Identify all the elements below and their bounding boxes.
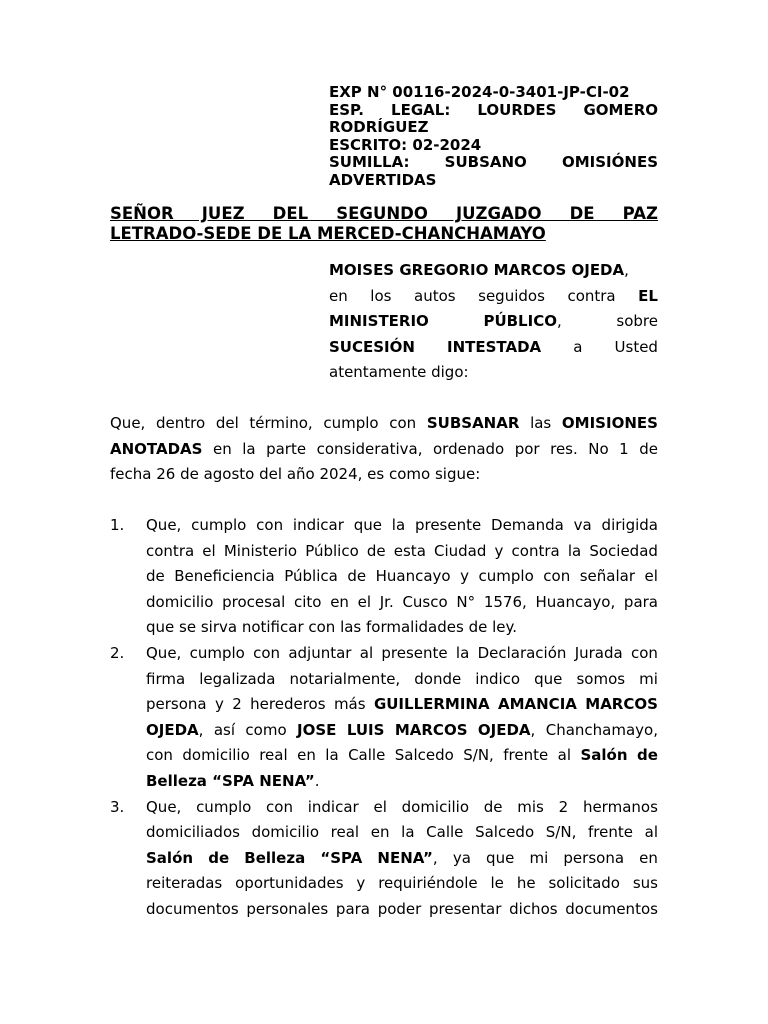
word: indicar: [307, 797, 359, 816]
text-line: [146, 667, 658, 693]
case-header: [329, 84, 658, 190]
word: a: [573, 337, 583, 356]
word: No: [588, 439, 609, 458]
word: domicilio: [182, 746, 250, 765]
word: ya: [452, 848, 471, 867]
word: Sociedad: [589, 541, 658, 560]
word: SUCESIÓN: [329, 337, 415, 356]
list-number: 1.: [110, 516, 125, 534]
word: en: [370, 823, 390, 842]
word: real: [259, 746, 288, 765]
word: cumplo: [189, 643, 245, 662]
word: requiriéndole: [378, 874, 478, 893]
word: GUILLERMINA: [373, 695, 490, 714]
intro-paragraph: [110, 411, 658, 488]
word: seguidos: [478, 286, 545, 305]
text-line: [146, 820, 658, 846]
word: señalar: [579, 567, 636, 586]
word: poder: [377, 899, 422, 918]
word: personales: [246, 899, 329, 918]
word: Salcedo: [475, 823, 535, 842]
addressee: [110, 204, 658, 244]
word: va: [573, 516, 592, 534]
word: la: [455, 643, 470, 662]
party-line-5: [329, 360, 658, 386]
word: NENA”,: [377, 848, 438, 867]
text-line: [146, 641, 658, 667]
word: domicilio: [251, 823, 319, 842]
word: Usted: [614, 337, 658, 356]
word: las: [530, 414, 552, 432]
word: legalizada: [199, 669, 276, 688]
word: real: [330, 823, 360, 842]
legal-specialist: ESP. LEGAL: LOURDES GOMERO: [329, 100, 658, 119]
word: OJEDA: [146, 720, 199, 739]
word: mi: [639, 669, 658, 688]
text-line: [146, 590, 658, 616]
legal-specialist-cont: RODRÍGUEZ: [329, 118, 429, 137]
word: y: [214, 695, 224, 714]
word: para: [335, 899, 370, 918]
word: Que,: [110, 414, 146, 432]
word: 1: [619, 439, 629, 458]
word: MINISTERIO: [329, 312, 429, 331]
word: Ciudad: [434, 541, 487, 560]
word: frente: [588, 823, 633, 842]
word: de: [483, 797, 503, 816]
word: oportunidades: [235, 874, 344, 893]
word: mi: [529, 848, 549, 867]
word: del: [215, 414, 239, 432]
word: la: [567, 541, 582, 560]
word: mis: [517, 797, 544, 816]
word: el: [202, 541, 216, 560]
word: en: [329, 286, 348, 305]
word: contra: [567, 286, 616, 305]
word: Belleza: [244, 848, 306, 867]
word: MARCOS: [585, 695, 658, 714]
word: 2: [558, 797, 569, 816]
word: Chanchamayo,: [545, 720, 658, 739]
word: Huancayo: [375, 567, 451, 586]
word: le: [490, 874, 504, 893]
word: NENA”: [377, 848, 433, 867]
text-line: [146, 743, 658, 769]
word: Ministerio: [223, 541, 298, 560]
word: SUBSANAR: [426, 414, 520, 432]
punct: ,: [624, 261, 629, 279]
list-number: 2.: [110, 643, 125, 662]
word: PÚBLICO: [483, 312, 557, 331]
word: el: [644, 567, 658, 586]
word: domicilio: [401, 797, 470, 816]
word: frente: [503, 746, 549, 765]
word: esta: [393, 541, 426, 560]
word: en: [212, 439, 232, 458]
text-line: [146, 513, 658, 539]
punct: .: [314, 771, 320, 790]
word: Declaración: [477, 643, 567, 662]
addressee-line-2: LETRADO-SEDE DE LA MERCED-CHANCHAMAYO: [110, 224, 546, 243]
word: donde: [414, 669, 462, 688]
summary-cont: ADVERTIDAS: [329, 170, 437, 189]
party-block: [329, 258, 658, 386]
petitioner-name: MOISES GREGORIO MARCOS OJEDA: [329, 261, 625, 279]
party-line-2: [329, 284, 658, 310]
word: en: [639, 848, 658, 867]
word: contra: [146, 541, 195, 560]
text-line: [146, 846, 658, 872]
word: con: [253, 643, 281, 662]
word: autos: [414, 286, 456, 305]
intro-line-1: [110, 411, 658, 437]
word: y: [460, 567, 470, 586]
word: cumplo: [191, 516, 247, 534]
word: considerativa,: [316, 439, 423, 458]
party-line-1: [329, 258, 658, 284]
text-line: [146, 564, 658, 590]
word: persona: [146, 695, 207, 714]
word: sobre: [616, 312, 658, 331]
word: cito: [294, 592, 322, 611]
word: Jr.: [379, 592, 394, 611]
word: notarialmente,: [289, 669, 401, 688]
word: Público: [305, 541, 359, 560]
word: LUIS: [346, 720, 385, 739]
word: la: [325, 746, 339, 765]
closing-phrase: atentamente digo:: [329, 363, 469, 382]
word: Que,: [146, 797, 182, 816]
word: ordenado: [433, 439, 505, 458]
word: cumplo: [196, 797, 252, 816]
party-line-4: [329, 335, 658, 361]
word: Cusco: [402, 592, 448, 611]
numbered-list: [110, 513, 658, 923]
word: dichos: [509, 899, 558, 918]
word: al: [644, 823, 658, 842]
word: de: [146, 567, 165, 586]
word: cumplo: [478, 567, 534, 586]
summary: SUMILLA: SUBSANO OMISIÓNES: [329, 153, 658, 172]
word: N°: [456, 592, 476, 611]
word: por: [514, 439, 540, 458]
word: Jurada: [574, 643, 623, 662]
word: más: [333, 695, 366, 714]
word: OJEDA,: [146, 720, 204, 739]
word: término,: [249, 414, 313, 432]
word: indico: [475, 669, 521, 688]
word: documentos: [565, 899, 658, 918]
word: de: [347, 567, 367, 586]
word: para: [623, 592, 658, 611]
word: el: [357, 592, 372, 611]
word: OMISIONES: [561, 414, 658, 432]
word: y: [494, 541, 504, 560]
word: el: [373, 797, 387, 816]
intro-line-3: fecha 26 de agosto del año 2024, es como sigue:: [110, 465, 481, 484]
word: documentos: [146, 899, 239, 918]
word: que: [534, 669, 563, 688]
text-line: [146, 692, 658, 718]
word: S/N,: [463, 746, 494, 765]
text-line: [146, 718, 658, 744]
word: la: [242, 439, 256, 458]
text-line: [146, 769, 658, 795]
word: firma: [146, 669, 186, 688]
word: como: [245, 720, 287, 739]
word: dirigida: [601, 516, 658, 534]
word: dentro: [155, 414, 206, 432]
word: que: [486, 848, 515, 867]
addressee-line-1: SEÑOR JUEZ DEL SEGUNDO JUZGADO DE PAZ: [110, 204, 658, 223]
word: Que,: [146, 516, 182, 534]
word: procesal: [222, 592, 286, 611]
word: presente: [414, 516, 482, 534]
word: contra: [511, 541, 560, 560]
word: y: [356, 874, 366, 893]
word: con: [543, 567, 571, 586]
word: hermanos: [582, 797, 658, 816]
word: Calle: [348, 746, 386, 765]
word: de: [639, 439, 658, 458]
word: MARCOS: [394, 720, 468, 739]
word: Pública: [284, 567, 338, 586]
word: 1576,: [483, 592, 527, 611]
word: con: [146, 746, 173, 765]
word: al: [557, 746, 572, 765]
text-line: [146, 795, 658, 821]
word: Salón: [146, 848, 194, 867]
word: S/N,: [545, 823, 577, 842]
text-line: que se sirva notificar con las formalidades de ley.: [146, 618, 517, 637]
word: con: [256, 516, 284, 534]
word: solicitado: [548, 874, 620, 893]
word: INTESTADA: [447, 337, 542, 356]
intro-line-2: [110, 437, 658, 463]
word: Calle: [426, 823, 464, 842]
word: reiteradas: [146, 874, 223, 893]
word: de: [366, 541, 386, 560]
filing-number: ESCRITO: 02-2024: [329, 135, 482, 154]
word: OJEDA: [477, 720, 531, 739]
word: OJEDA,: [477, 720, 536, 739]
word: herederos: [250, 695, 326, 714]
party-line-3: [329, 309, 658, 335]
word: he: [516, 874, 536, 893]
word: que: [353, 516, 382, 534]
word: así: [213, 720, 236, 739]
word: de: [208, 848, 230, 867]
list-number: 3.: [110, 797, 125, 816]
punct: ,: [556, 312, 562, 331]
word: adjuntar: [288, 643, 352, 662]
word: de: [636, 746, 658, 765]
word: con: [389, 414, 417, 432]
text-line: [146, 897, 658, 923]
word: presente: [381, 643, 448, 662]
word: en: [330, 592, 349, 611]
word: con: [266, 797, 293, 816]
word: con: [630, 643, 658, 662]
word: 2: [232, 695, 242, 714]
text-line: [146, 871, 658, 897]
word: Beneficiencia: [174, 567, 275, 586]
word: los: [370, 286, 392, 305]
word: persona: [563, 848, 625, 867]
word: somos: [576, 669, 626, 688]
text-line: [146, 539, 658, 565]
list-item: [110, 795, 658, 923]
word: “SPA: [320, 848, 363, 867]
word: Salón: [580, 746, 628, 765]
word: cumplo: [323, 414, 379, 432]
word: Demanda: [491, 516, 564, 534]
word: en: [297, 746, 316, 765]
word: domicilio: [146, 592, 214, 611]
place-name: Belleza “SPA NENA”: [146, 771, 315, 790]
word: AMANCIA: [497, 695, 577, 714]
word: parte: [266, 439, 307, 458]
word: presentar: [429, 899, 502, 918]
word: JOSE: [297, 720, 337, 739]
word: Salcedo: [394, 746, 454, 765]
word: EL: [638, 286, 658, 305]
word: Que,: [146, 643, 182, 662]
word: la: [401, 823, 415, 842]
word: res.: [550, 439, 578, 458]
word: indicar: [292, 516, 344, 534]
word: la: [391, 516, 406, 534]
case-number: EXP N° 00116-2024-0-3401-JP-CI-02: [329, 83, 630, 101]
list-item: [110, 513, 658, 641]
word: Huancayo,: [535, 592, 616, 611]
word: domiciliados: [146, 823, 240, 842]
word: sus: [632, 874, 658, 893]
word: al: [359, 643, 374, 662]
list-item: [110, 641, 658, 795]
word: ANOTADAS: [110, 439, 203, 458]
